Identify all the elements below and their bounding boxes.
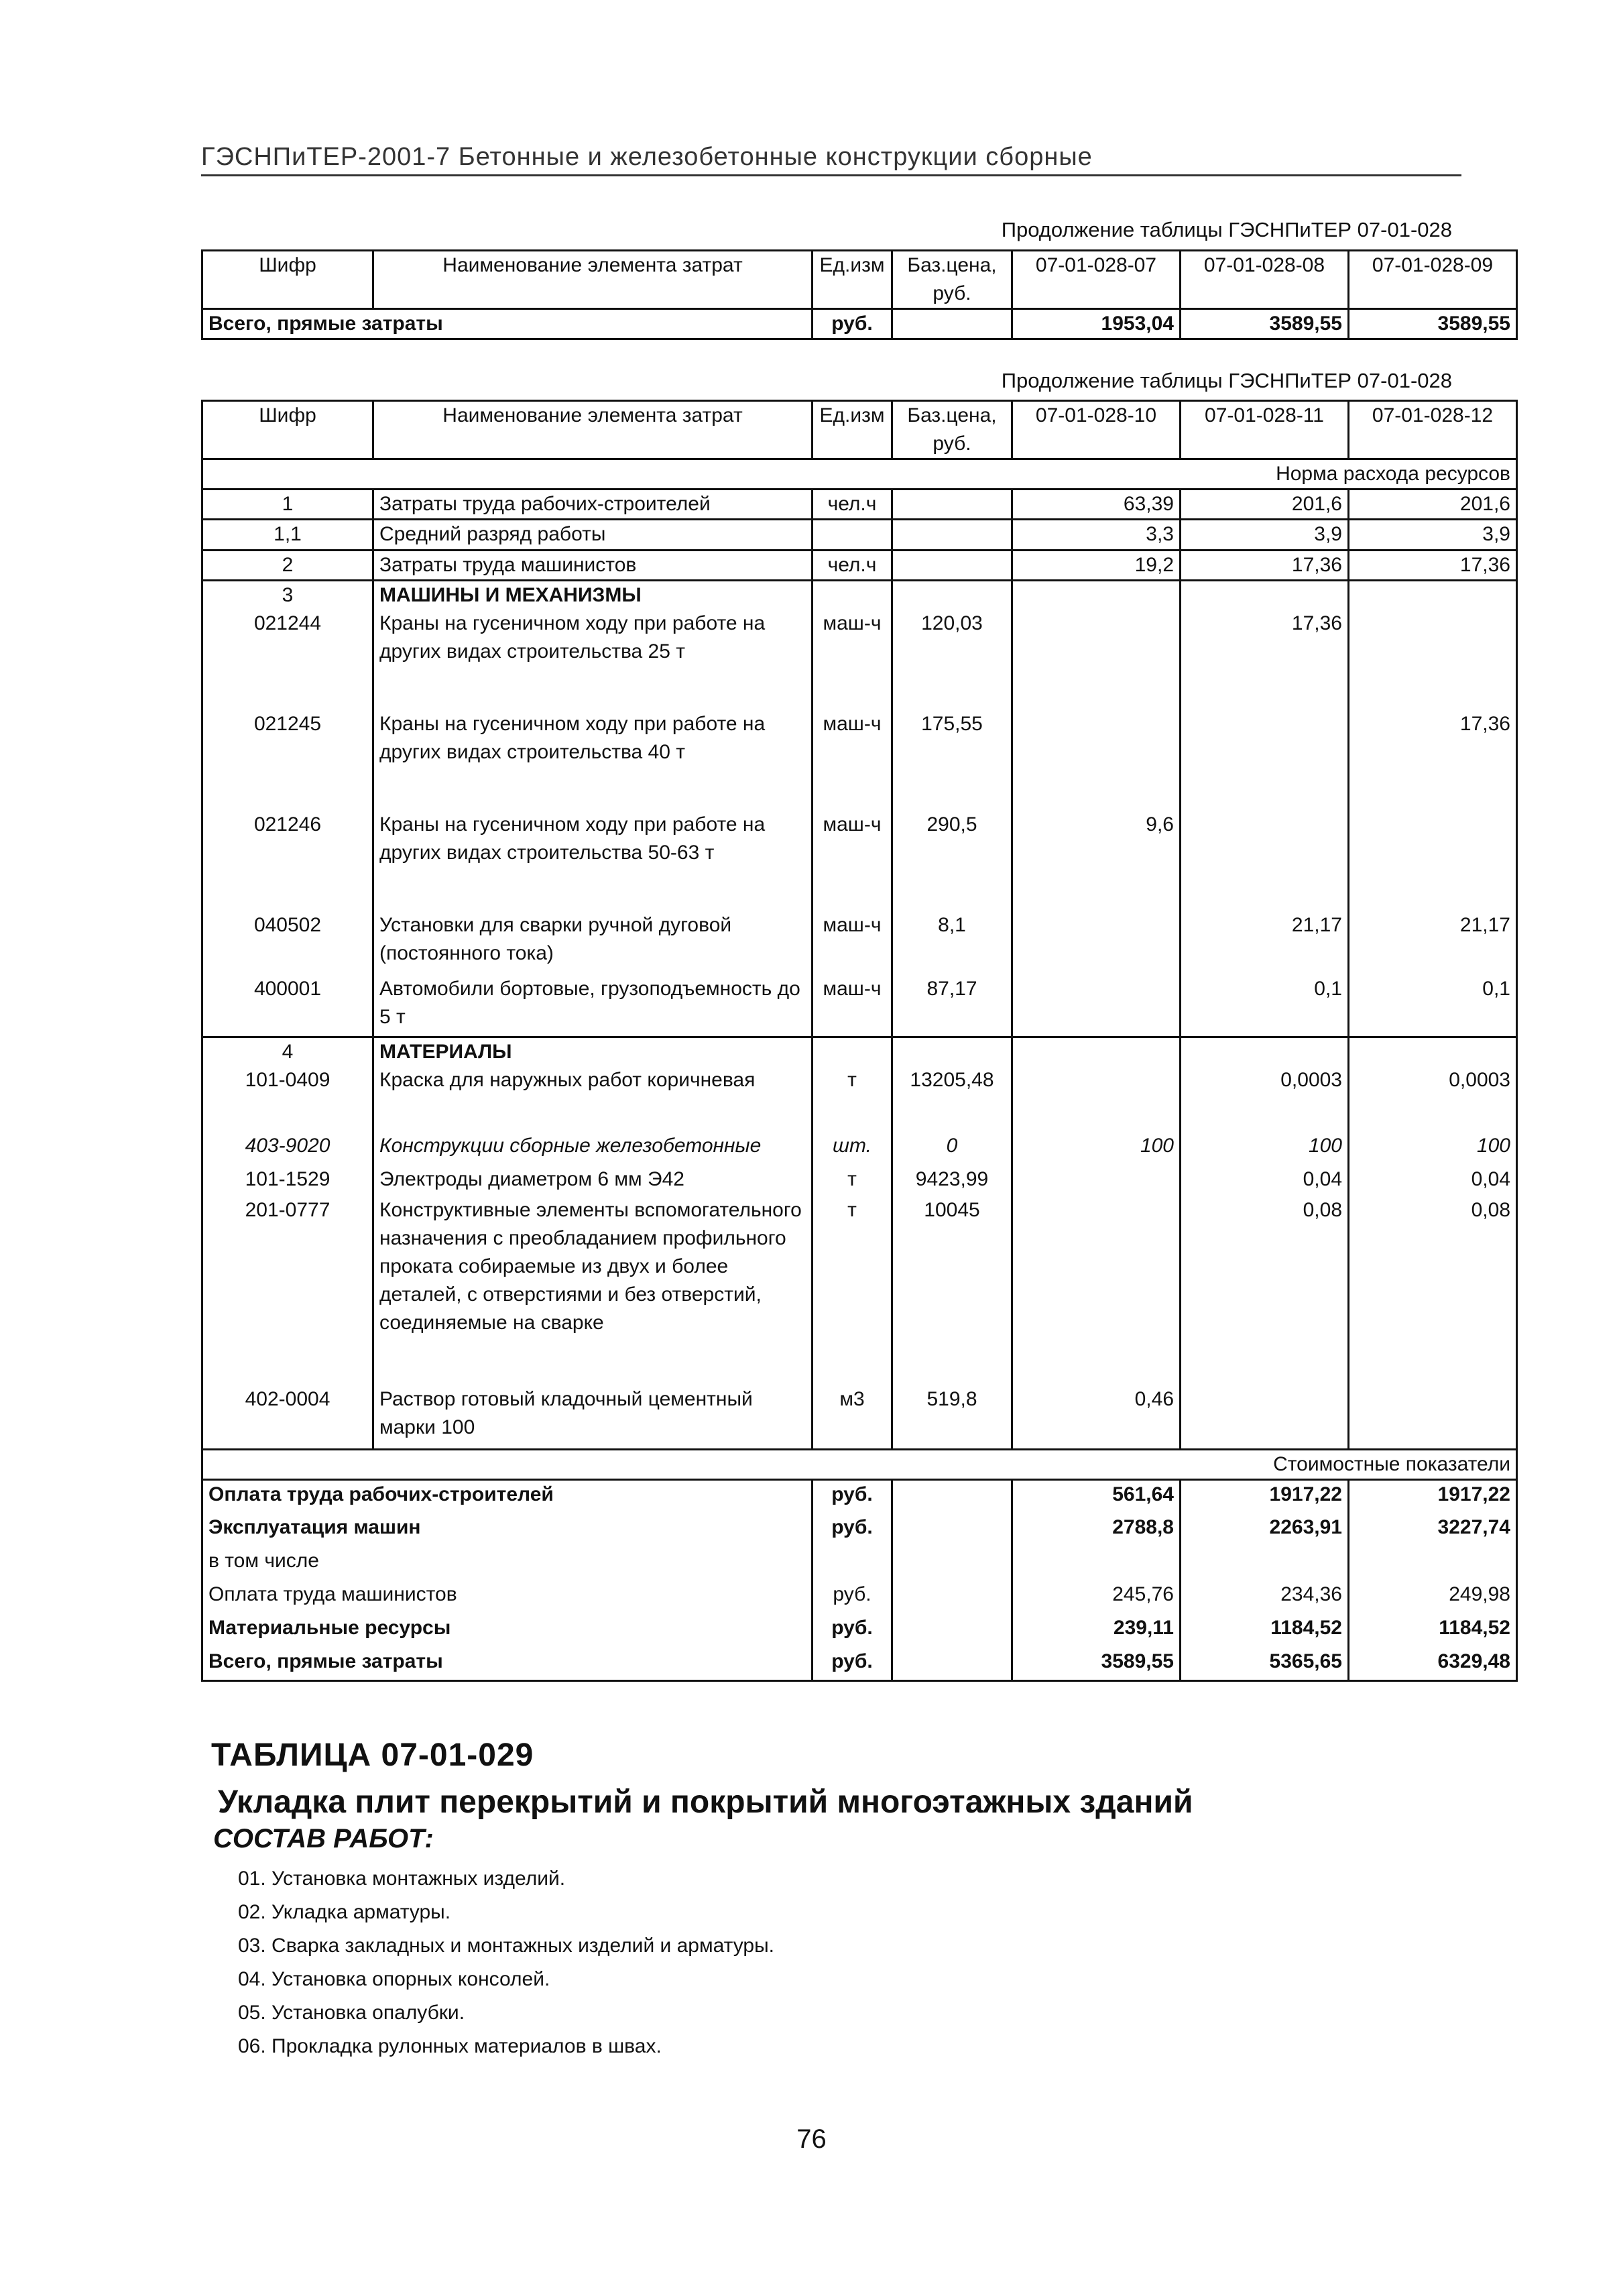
row-code: 101-1529 xyxy=(245,1167,330,1190)
cost-row-unit: руб. xyxy=(813,1648,892,1681)
cost-section-row xyxy=(202,1450,1517,1480)
row-code: 101-0409 xyxy=(245,1068,330,1091)
cost-row-name: Оплата труда машинистов xyxy=(208,1583,457,1605)
row-price: 13205,48 xyxy=(892,1066,1012,1132)
cost-row-unit: руб. xyxy=(813,1581,892,1614)
t2-cost-section: Стоимостные показатели xyxy=(1273,1453,1510,1475)
row-value-3: 3,9 xyxy=(1349,520,1517,551)
section-title: ТАБЛИЦА 07-01-029 xyxy=(211,1737,534,1773)
row-price xyxy=(892,551,1012,581)
running-header: ГЭСНПиТЕР-2001-7 Бетонные и железобетонные конструкции сборные xyxy=(201,143,1461,176)
t1-total-v3: 3589,55 xyxy=(1349,309,1517,339)
row-value-1 xyxy=(1012,1196,1181,1385)
table-row xyxy=(202,551,1517,581)
row-value-3: 0,04 xyxy=(1349,1165,1517,1196)
row-value-1 xyxy=(1012,1165,1181,1196)
row-name: Раствор готовый кладочный цементный марки 100 xyxy=(373,1385,813,1450)
row-value-3: 0,1 xyxy=(1349,975,1517,1037)
row-value-1: 3,3 xyxy=(1012,520,1181,551)
row-unit: шт. xyxy=(813,1132,892,1165)
list-item: 02. Укладка арматуры. xyxy=(238,1901,451,1923)
table-row xyxy=(202,1165,1517,1196)
row-price: 0 xyxy=(892,1132,1012,1165)
table-row xyxy=(202,710,1517,811)
t1-h-code: Шифр xyxy=(259,254,316,276)
row-name: МАТЕРИАЛЫ xyxy=(373,1037,813,1066)
cost-row-value-1: 2788,8 xyxy=(1012,1513,1181,1547)
row-value-2 xyxy=(1181,1037,1349,1066)
cost-row-value-1: 561,64 xyxy=(1012,1480,1181,1513)
cost-row-name: в том числе xyxy=(208,1549,319,1572)
row-price xyxy=(892,490,1012,520)
row-value-1 xyxy=(1012,710,1181,811)
table-row xyxy=(202,1066,1517,1132)
row-code: 402-0004 xyxy=(245,1387,330,1410)
list-item: 06. Прокладка рулонных материалов в швах. xyxy=(238,2035,662,2057)
cost-row-value-2: 5365,65 xyxy=(1181,1648,1349,1681)
row-name: МАШИНЫ И МЕХАНИЗМЫ xyxy=(373,581,813,610)
row-name: Затраты труда рабочих-строителей xyxy=(373,490,813,520)
row-value-3 xyxy=(1349,610,1517,710)
page-number: 76 xyxy=(796,2124,827,2154)
cost-row-name: Всего, прямые затраты xyxy=(208,1650,443,1672)
t2-h-name: Наименование элемента затрат xyxy=(373,401,813,459)
row-code: 4 xyxy=(282,1040,294,1063)
cost-row-price xyxy=(892,1547,1012,1581)
work-list xyxy=(238,1862,774,2063)
cost-row-value-3 xyxy=(1349,1547,1517,1581)
row-value-1 xyxy=(1012,610,1181,710)
row-value-2: 0,0003 xyxy=(1181,1066,1349,1132)
table-row xyxy=(202,1385,1517,1450)
row-name: Автомобили бортовые, грузоподъемность до 5 т xyxy=(373,975,813,1037)
row-unit xyxy=(813,1037,892,1066)
row-price: 290,5 xyxy=(892,811,1012,911)
row-name: Конструктивные элементы вспомогательного назначения с преобладанием профильного проката собираемые из двух и более деталей, с отверстиями и без отверстий, соединяемые на сварке xyxy=(373,1196,813,1385)
section-subtitle: Укладка плит перекрытий и покрытий многоэтажных зданий xyxy=(218,1784,1193,1820)
t2-h-code: Шифр xyxy=(259,404,316,426)
cost-row xyxy=(202,1614,1517,1648)
row-value-3: 21,17 xyxy=(1349,911,1517,975)
cost-row-price xyxy=(892,1513,1012,1547)
table-row xyxy=(202,490,1517,520)
row-name: Установки для сварки ручной дуговой (постоянного тока) xyxy=(373,911,813,975)
t2-h-col1: 07-01-028-10 xyxy=(1012,401,1181,459)
row-value-1: 9,6 xyxy=(1012,811,1181,911)
cost-row-value-1: 245,76 xyxy=(1012,1581,1181,1614)
row-code: 3 xyxy=(282,584,294,606)
row-price xyxy=(892,520,1012,551)
row-unit xyxy=(813,581,892,610)
row-unit: чел.ч xyxy=(813,551,892,581)
t2-h-col2: 07-01-028-11 xyxy=(1181,401,1349,459)
table-row xyxy=(202,1037,1517,1066)
row-value-3 xyxy=(1349,581,1517,610)
section-label: СОСТАВ РАБОТ: xyxy=(213,1824,434,1853)
cost-row-value-2: 1917,22 xyxy=(1181,1480,1349,1513)
t1-total-v2: 3589,55 xyxy=(1181,309,1349,339)
row-value-2 xyxy=(1181,811,1349,911)
cost-row-value-2: 1184,52 xyxy=(1181,1614,1349,1648)
row-price: 9423,99 xyxy=(892,1165,1012,1196)
cost-row-value-3: 3227,74 xyxy=(1349,1513,1517,1547)
row-price: 519,8 xyxy=(892,1385,1012,1450)
row-code: 2 xyxy=(282,554,294,576)
cost-row-name: Эксплуатация машин xyxy=(208,1515,421,1538)
row-code: 403-9020 xyxy=(245,1134,330,1157)
cost-row xyxy=(202,1547,1517,1581)
cost-row-value-1: 239,11 xyxy=(1012,1614,1181,1648)
row-value-2: 0,08 xyxy=(1181,1196,1349,1385)
t1-total-label: Всего, прямые затраты xyxy=(208,312,443,335)
cost-row-value-3: 1184,52 xyxy=(1349,1614,1517,1648)
row-value-1 xyxy=(1012,1066,1181,1132)
row-unit xyxy=(813,520,892,551)
row-value-2: 100 xyxy=(1181,1132,1349,1165)
cost-row-unit xyxy=(813,1547,892,1581)
cost-row-value-1 xyxy=(1012,1547,1181,1581)
cost-row-price xyxy=(892,1581,1012,1614)
row-code: 201-0777 xyxy=(245,1198,330,1221)
row-value-2: 0,1 xyxy=(1181,975,1349,1037)
t1-h-name: Наименование элемента затрат xyxy=(373,251,813,309)
table-row xyxy=(202,581,1517,610)
cost-row-value-2: 234,36 xyxy=(1181,1581,1349,1614)
cost-row-value-2 xyxy=(1181,1547,1349,1581)
cost-row-unit: руб. xyxy=(813,1480,892,1513)
row-unit: т xyxy=(813,1165,892,1196)
row-value-1: 100 xyxy=(1012,1132,1181,1165)
list-item: 05. Установка опалубки. xyxy=(238,2002,465,2024)
row-code: 1 xyxy=(282,493,294,515)
row-unit: маш-ч xyxy=(813,911,892,975)
row-value-1: 63,39 xyxy=(1012,490,1181,520)
row-value-2: 0,04 xyxy=(1181,1165,1349,1196)
row-value-1 xyxy=(1012,911,1181,975)
t1-total-unit: руб. xyxy=(813,309,892,339)
row-value-2 xyxy=(1181,710,1349,811)
cost-row-value-1: 3589,55 xyxy=(1012,1648,1181,1681)
table2-continuation: Продолжение таблицы ГЭСНПиТЕР 07-01-028 xyxy=(1001,369,1452,392)
row-unit: маш-ч xyxy=(813,610,892,710)
cost-row-name: Материальные ресурсы xyxy=(208,1616,451,1639)
cost-row-name: Оплата труда рабочих-строителей xyxy=(208,1483,554,1505)
table1 xyxy=(201,249,1518,340)
table2 xyxy=(201,400,1518,1682)
row-name: Краны на гусеничном ходу при работе на других видах строительства 50-63 т xyxy=(373,811,813,911)
row-price xyxy=(892,581,1012,610)
row-unit: маш-ч xyxy=(813,975,892,1037)
cost-row-unit: руб. xyxy=(813,1614,892,1648)
row-value-1: 19,2 xyxy=(1012,551,1181,581)
row-name: Конструкции сборные железобетонные xyxy=(373,1132,813,1165)
row-price: 10045 xyxy=(892,1196,1012,1385)
row-unit: чел.ч xyxy=(813,490,892,520)
row-price: 120,03 xyxy=(892,610,1012,710)
t2-h-col3: 07-01-028-12 xyxy=(1349,401,1517,459)
row-value-3: 0,08 xyxy=(1349,1196,1517,1385)
cost-row-price xyxy=(892,1614,1012,1648)
row-value-3: 201,6 xyxy=(1349,490,1517,520)
row-code: 400001 xyxy=(253,978,322,1000)
row-value-2: 17,36 xyxy=(1181,610,1349,710)
t1-h-col1: 07-01-028-07 xyxy=(1012,251,1181,309)
row-value-3: 100 xyxy=(1349,1132,1517,1165)
row-value-2 xyxy=(1181,581,1349,610)
table1-continuation: Продолжение таблицы ГЭСНПиТЕР 07-01-028 xyxy=(1001,218,1452,241)
row-name: Краны на гусеничном ходу при работе на других видах строительства 25 т xyxy=(373,610,813,710)
cost-row-price xyxy=(892,1480,1012,1513)
row-value-3: 17,36 xyxy=(1349,710,1517,811)
row-value-1 xyxy=(1012,581,1181,610)
row-value-2: 21,17 xyxy=(1181,911,1349,975)
row-value-3 xyxy=(1349,811,1517,911)
row-name: Затраты труда машинистов xyxy=(373,551,813,581)
row-value-2: 201,6 xyxy=(1181,490,1349,520)
row-unit: маш-ч xyxy=(813,811,892,911)
row-code: 021244 xyxy=(253,612,322,634)
row-code: 021246 xyxy=(253,813,322,836)
row-value-2: 3,9 xyxy=(1181,520,1349,551)
cost-row xyxy=(202,1480,1517,1513)
list-item: 01. Установка монтажных изделий. xyxy=(238,1868,566,1890)
cost-row-value-3: 249,98 xyxy=(1349,1581,1517,1614)
cost-row-price xyxy=(892,1648,1012,1681)
table-row xyxy=(202,911,1517,975)
table-row xyxy=(202,520,1517,551)
row-unit: м3 xyxy=(813,1385,892,1450)
list-item: 04. Установка опорных консолей. xyxy=(238,1968,550,1990)
row-price: 87,17 xyxy=(892,975,1012,1037)
row-name: Электроды диаметром 6 мм Э42 xyxy=(373,1165,813,1196)
row-code: 021245 xyxy=(253,713,322,735)
cost-row-unit: руб. xyxy=(813,1513,892,1547)
row-value-3 xyxy=(1349,1385,1517,1450)
cost-row xyxy=(202,1581,1517,1614)
table-row xyxy=(202,811,1517,911)
row-value-1 xyxy=(1012,1037,1181,1066)
row-unit: т xyxy=(813,1066,892,1132)
t2-h-price: Баз.цена, руб. xyxy=(892,401,1012,459)
row-price: 8,1 xyxy=(892,911,1012,975)
t1-total-price xyxy=(892,309,1012,339)
t1-h-col2: 07-01-028-08 xyxy=(1181,251,1349,309)
t2-h-unit: Ед.изм xyxy=(813,401,892,459)
table-row xyxy=(202,975,1517,1037)
row-code: 040502 xyxy=(253,914,322,936)
row-value-2 xyxy=(1181,1385,1349,1450)
table-row xyxy=(202,610,1517,710)
row-price xyxy=(892,1037,1012,1066)
t1-h-price: Баз.цена, руб. xyxy=(892,251,1012,309)
t1-total-v1: 1953,04 xyxy=(1012,309,1181,339)
row-value-3: 0,0003 xyxy=(1349,1066,1517,1132)
row-value-1 xyxy=(1012,975,1181,1037)
table-row xyxy=(202,1132,1517,1165)
row-unit: маш-ч xyxy=(813,710,892,811)
cost-row-value-2: 2263,91 xyxy=(1181,1513,1349,1547)
list-item: 03. Сварка закладных и монтажных изделий и арматуры. xyxy=(238,1935,774,1957)
cost-row xyxy=(202,1648,1517,1681)
row-unit: т xyxy=(813,1196,892,1385)
table-row xyxy=(202,1196,1517,1385)
row-code: 1,1 xyxy=(274,523,302,545)
cost-row-value-3: 1917,22 xyxy=(1349,1480,1517,1513)
row-name: Краны на гусеничном ходу при работе на других видах строительства 40 т xyxy=(373,710,813,811)
row-name: Средний разряд работы xyxy=(373,520,813,551)
t1-h-col3: 07-01-028-09 xyxy=(1349,251,1517,309)
row-value-3 xyxy=(1349,1037,1517,1066)
t1-h-unit: Ед.изм xyxy=(813,251,892,309)
cost-row xyxy=(202,1513,1517,1547)
row-price: 175,55 xyxy=(892,710,1012,811)
row-value-3: 17,36 xyxy=(1349,551,1517,581)
row-value-1: 0,46 xyxy=(1012,1385,1181,1450)
row-value-2: 17,36 xyxy=(1181,551,1349,581)
t2-norm-section: Норма расхода ресурсов xyxy=(1276,463,1510,485)
cost-row-value-3: 6329,48 xyxy=(1349,1648,1517,1681)
row-name: Краска для наружных работ коричневая xyxy=(373,1066,813,1132)
